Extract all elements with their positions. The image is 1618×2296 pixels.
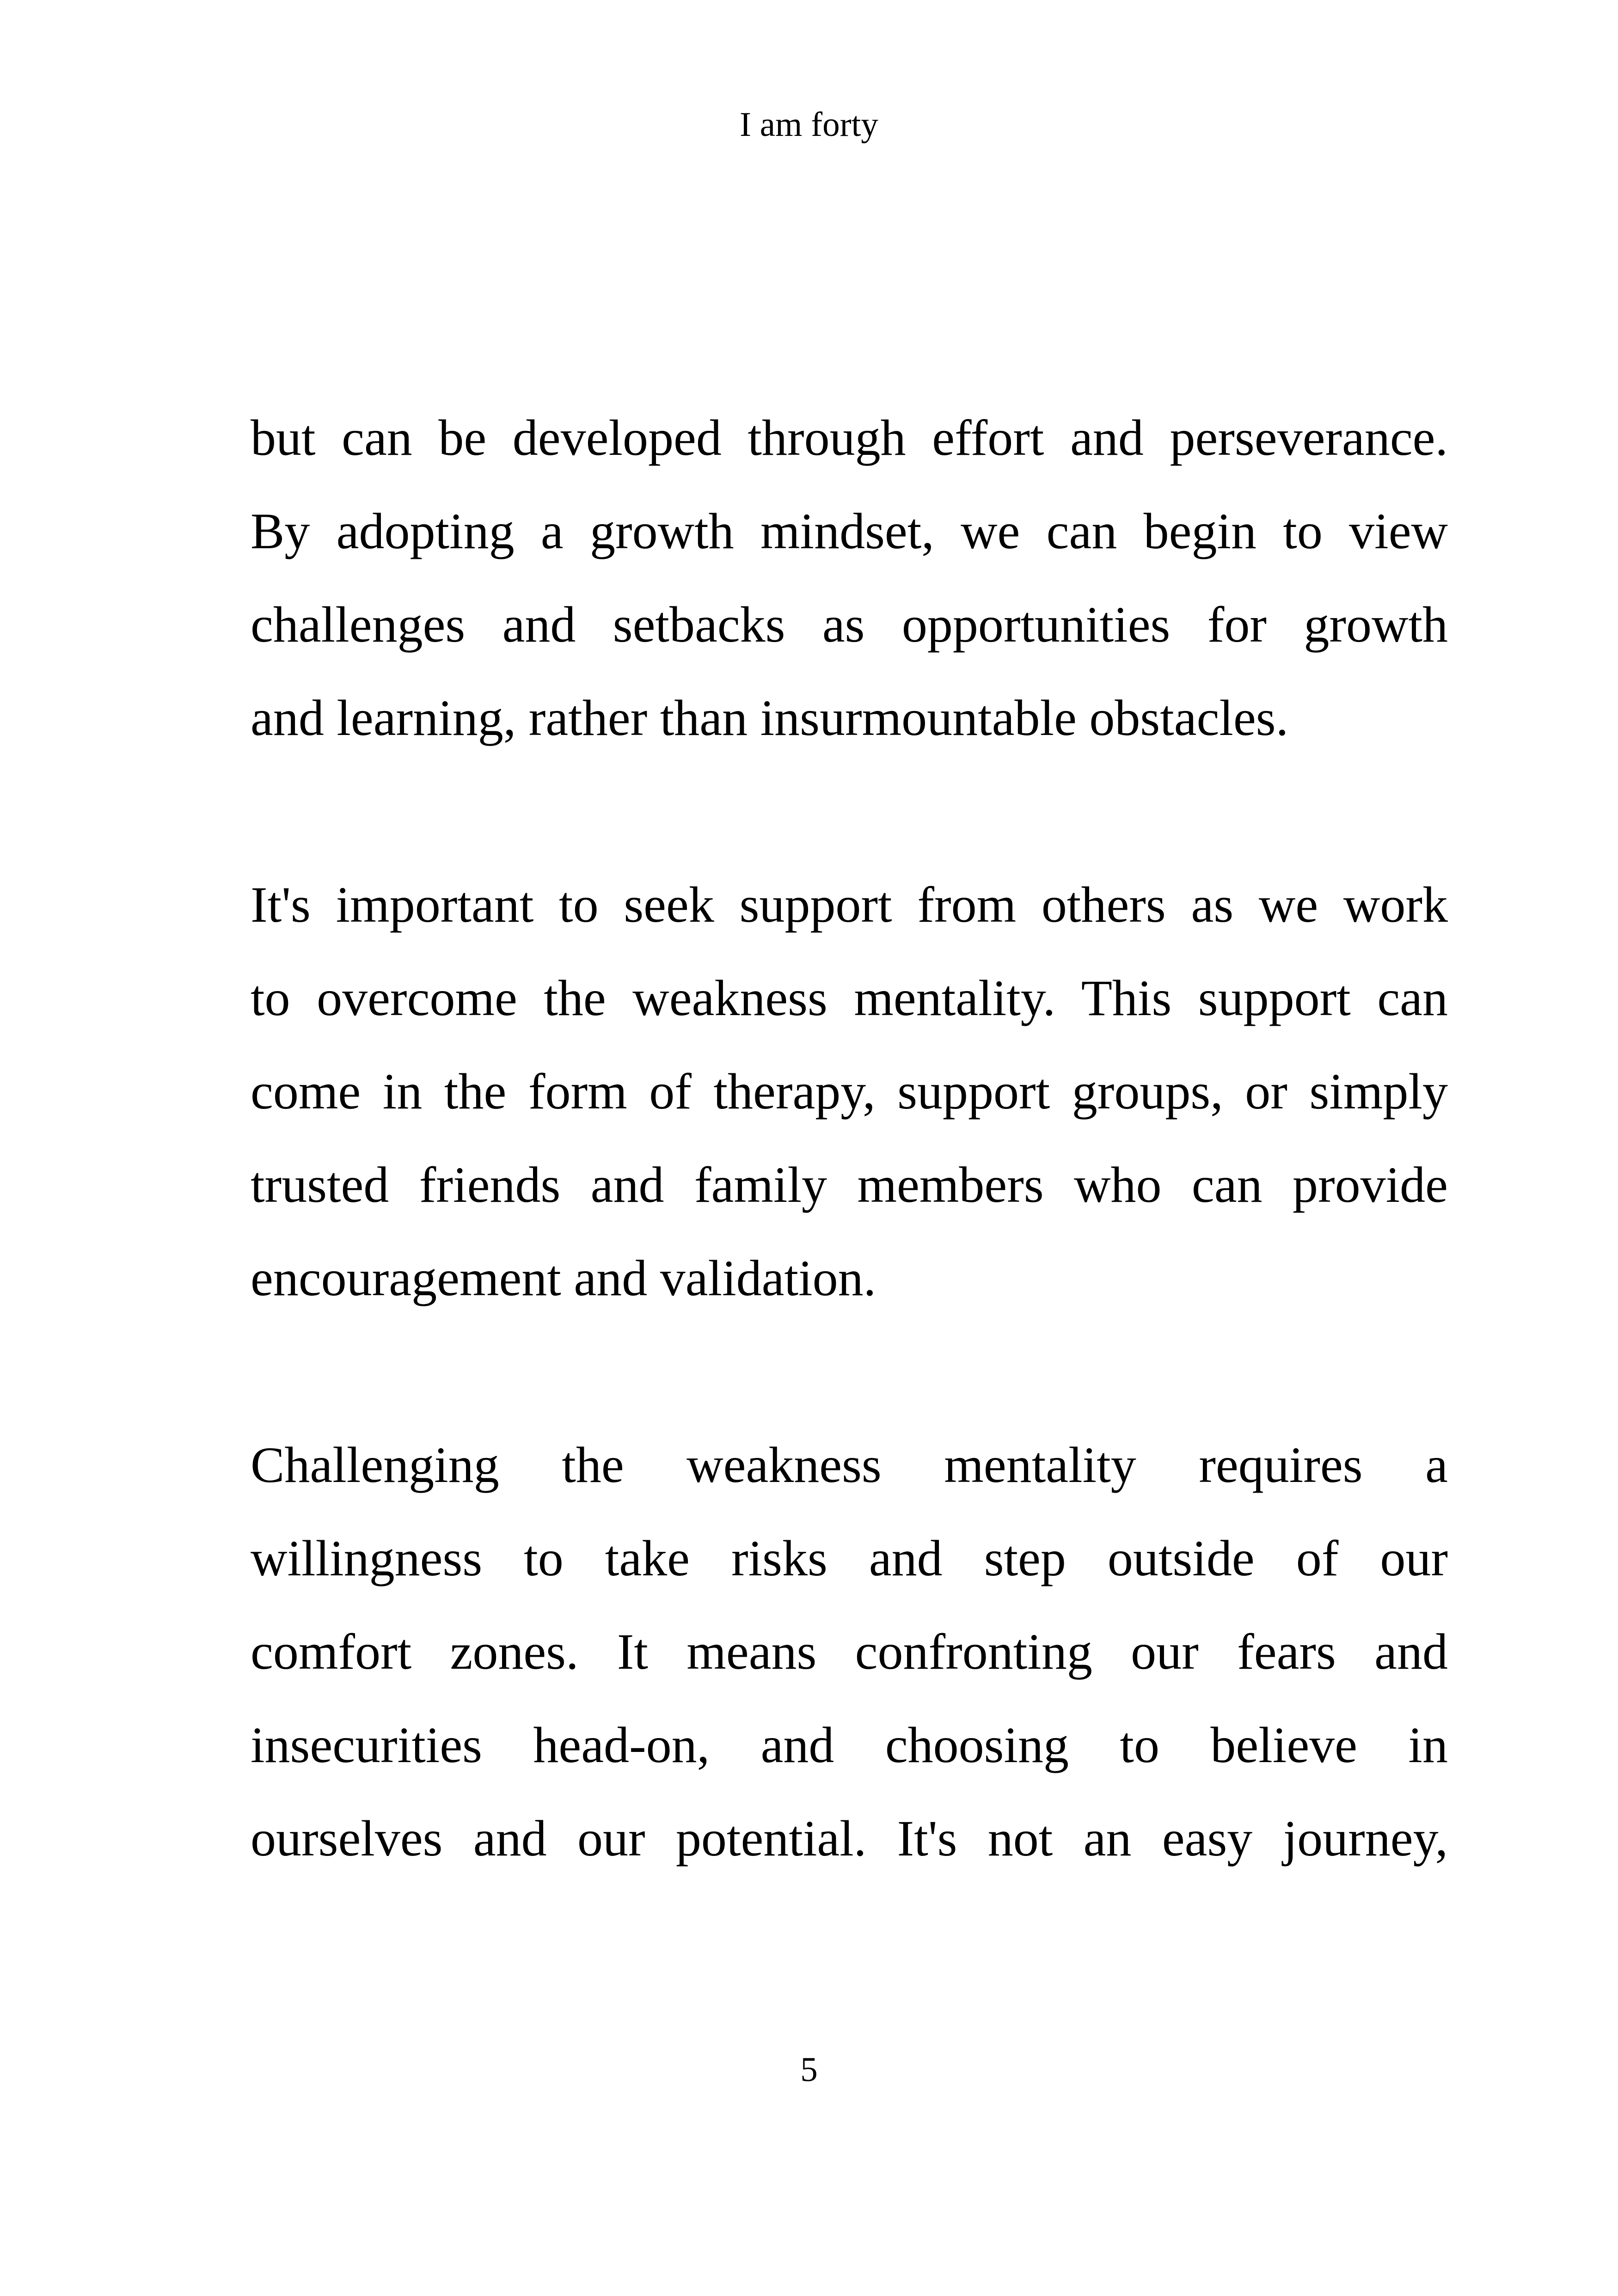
page-body: [251, 391, 1448, 1978]
text-line: willingness to take risks and step outside of our: [251, 1530, 1448, 1586]
page-number: 5: [800, 2051, 818, 2089]
text-line: It's important to seek support from others as we work: [251, 876, 1448, 933]
paragraph: [251, 1418, 1448, 1885]
text-line: Challenging the weakness mentality requires a: [251, 1437, 1448, 1493]
text-line: but can be developed through effort and perseverance.: [251, 410, 1448, 466]
text-line: challenges and setbacks as opportunities for growth: [251, 596, 1448, 653]
running-header: I am forty: [740, 105, 878, 144]
paragraph: [251, 391, 1448, 765]
text-line: ourselves and our potential. It's not an easy journey,: [251, 1810, 1448, 1867]
paragraph: [251, 858, 1448, 1325]
text-line: comfort zones. It means confronting our fears and: [251, 1623, 1448, 1680]
text-line: By adopting a growth mindset, we can begin to view: [251, 503, 1448, 559]
text-line: encouragement and validation.: [251, 1250, 876, 1306]
text-line: and learning, rather than insurmountable obstacles.: [251, 690, 1289, 746]
text-line: to overcome the weakness mentality. This support can: [251, 970, 1448, 1026]
text-line: insecurities head-on, and choosing to believe in: [251, 1717, 1448, 1773]
text-line: come in the form of therapy, support groups, or simply: [251, 1063, 1448, 1120]
text-line: trusted friends and family members who can provide: [251, 1157, 1448, 1213]
